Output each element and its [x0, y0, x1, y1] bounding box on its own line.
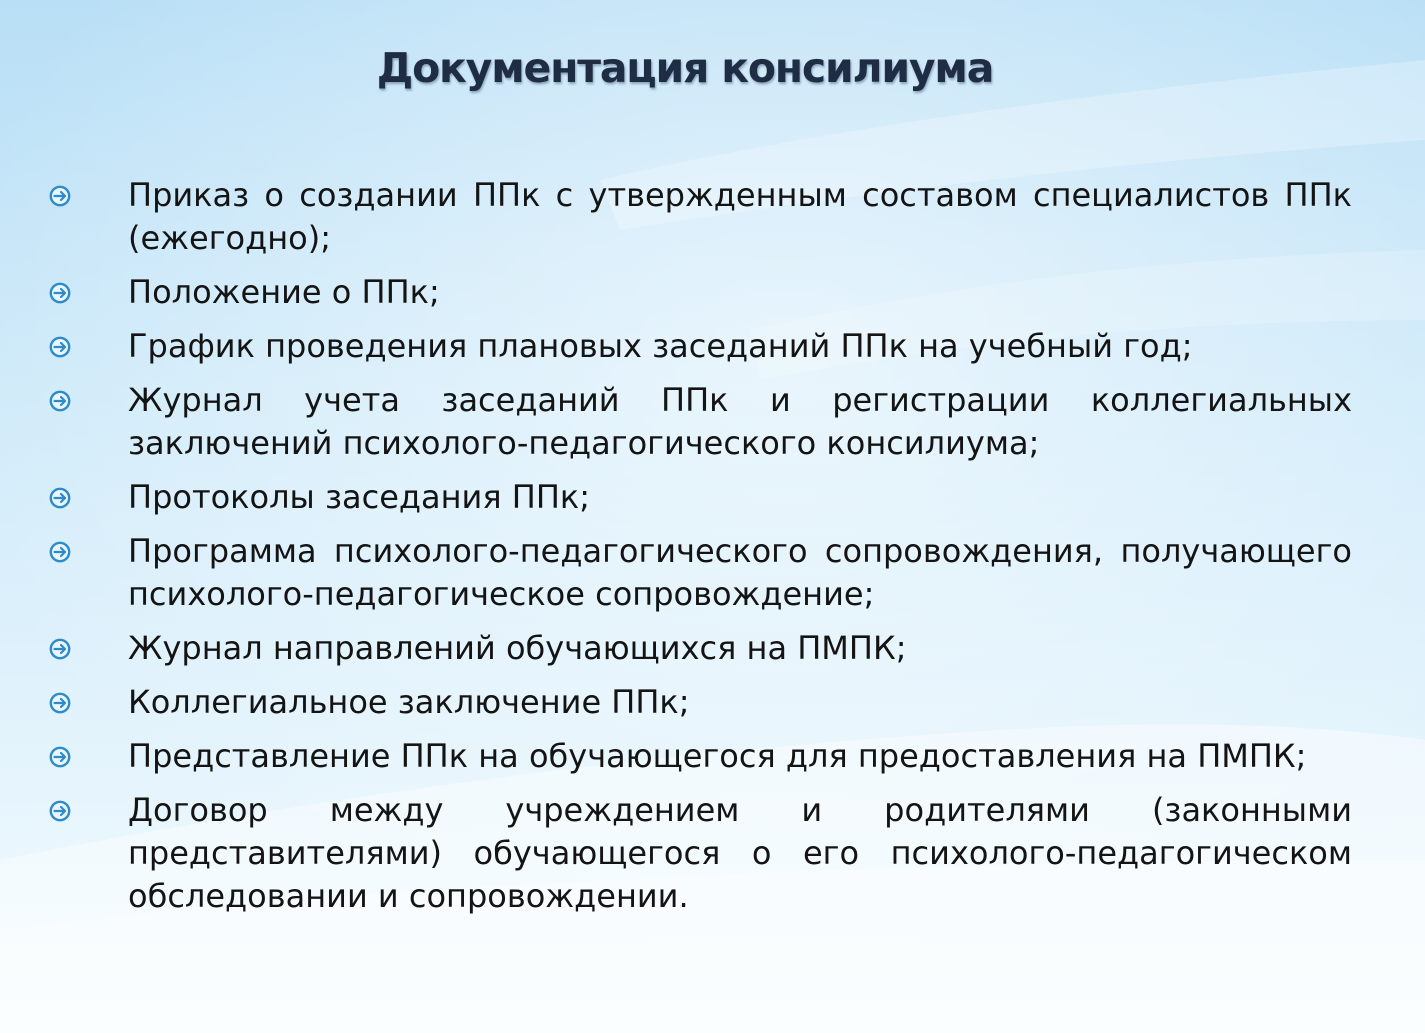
- circle-arrow-right-icon: [49, 692, 71, 714]
- list-item: [40, 325, 1352, 368]
- list-item: [40, 476, 1352, 519]
- list-item: [40, 735, 1352, 778]
- circle-arrow-right-icon: [49, 487, 71, 509]
- circle-arrow-right-icon: [49, 336, 71, 358]
- document-list: [40, 174, 1352, 929]
- list-item: [40, 789, 1352, 918]
- list-item: [40, 681, 1352, 724]
- list-item: [40, 174, 1352, 260]
- list-item-text: Протоколы заседания ППк;: [128, 478, 590, 516]
- list-item: [40, 627, 1352, 670]
- list-item-text: Приказ о создании ППк с утвержденным составом специалистов ППк (ежегодно);: [128, 176, 1352, 257]
- list-item: [40, 379, 1352, 465]
- circle-arrow-right-icon: [49, 541, 71, 563]
- circle-arrow-right-icon: [49, 800, 71, 822]
- list-item-text: Представление ППк на обучающегося для предоставления на ПМПК;: [128, 737, 1307, 775]
- circle-arrow-right-icon: [49, 185, 71, 207]
- list-item-text: График проведения плановых заседаний ППк на учебный год;: [128, 327, 1193, 365]
- list-item-text: Договор между учреждением и родителями (законными представителями) обучающегося о его психолого-педагогическом обследовании и сопровождении.: [128, 791, 1352, 915]
- list-item: [40, 530, 1352, 616]
- list-item-text: Журнал учета заседаний ППк и регистрации коллегиальных заключений психолого-педагогического консилиума;: [128, 381, 1352, 462]
- circle-arrow-right-icon: [49, 746, 71, 768]
- circle-arrow-right-icon: [49, 638, 71, 660]
- circle-arrow-right-icon: [49, 390, 71, 412]
- circle-arrow-right-icon: [49, 282, 71, 304]
- list-item-text: Программа психолого-педагогического сопровождения, получающего психолого-педагогическое сопровождение;: [128, 532, 1352, 613]
- list-item: [40, 271, 1352, 314]
- list-item-text: Коллегиальное заключение ППк;: [128, 683, 690, 721]
- slide-title: Документация консилиума: [376, 44, 994, 92]
- list-item-text: Положение о ППк;: [128, 273, 440, 311]
- list-item-text: Журнал направлений обучающихся на ПМПК;: [128, 629, 907, 667]
